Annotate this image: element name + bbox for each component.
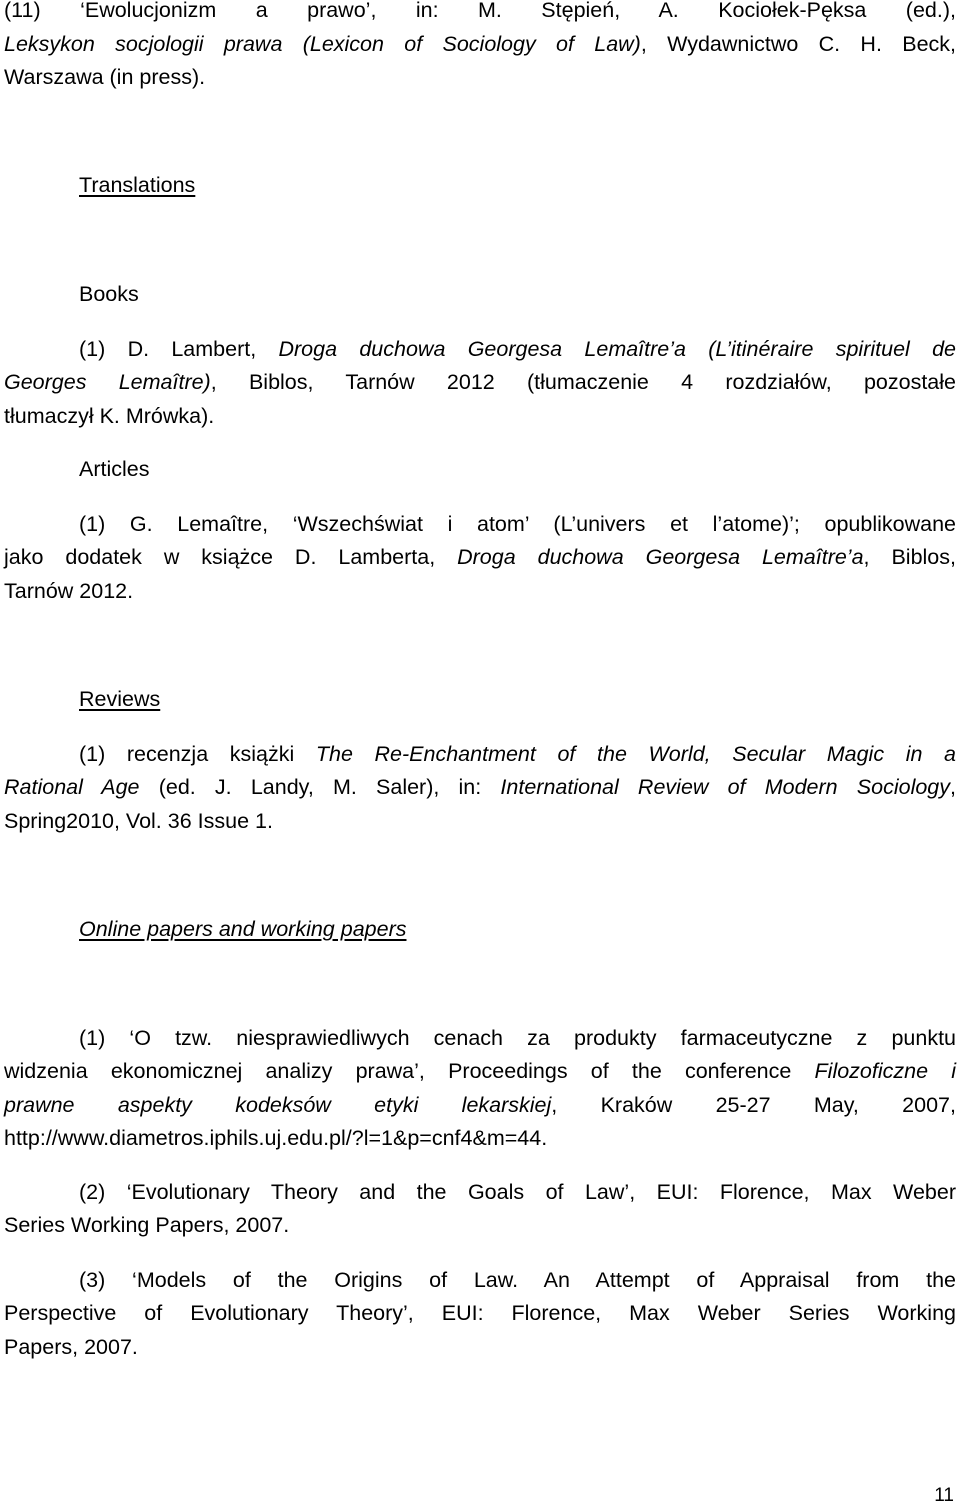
article-1-line-2: jako dodatek w książce D. Lamberta, Droga duchowa Georgesa Lemaître’a, Biblos, — [4, 545, 956, 569]
evo-entry-line-3: Warszawa (in press). — [4, 65, 206, 89]
book-1-line-1: (1) D. Lambert, Droga duchowa Georgesa Lemaître’a (L’itinéraire spirituel de — [79, 337, 957, 361]
books-heading: Books — [79, 282, 139, 306]
online-3-line-1: (3) ‘Models of the Origins of Law. An Attempt of Appraisal from the — [79, 1268, 956, 1292]
review-1-line-3: Spring2010, Vol. 36 Issue 1. — [4, 809, 273, 833]
evo-entry-title: Leksykon socjologii prawa (Lexicon of Sociology of Law) — [4, 32, 641, 56]
evo-entry-line-1: (11) ‘Ewolucjonizm a prawo’, in: M. Stępień, A. Kociołek-Pęksa (ed.), — [4, 0, 956, 22]
book-1-line-2: Georges Lemaître), Biblos, Tarnów 2012 (tłumaczenie 4 rozdziałów, pozostałe — [4, 370, 956, 394]
online-1-line-3: prawne aspekty kodeksów etyki lekarskiej, Kraków 25-27 May, 2007, — [4, 1093, 956, 1117]
translations-heading: Translations — [79, 173, 196, 197]
article-1-line-3: Tarnów 2012. — [4, 579, 134, 603]
articles-heading: Articles — [79, 457, 150, 481]
review-1-line-1: (1) recenzja książki The Re-Enchantment of the World, Secular Magic in a — [79, 742, 956, 766]
reviews-heading: Reviews — [79, 687, 161, 711]
online-1-line-4: http://www.diametros.iphils.uj.edu.pl/?l=1&p=cnf4&m=44. — [4, 1126, 548, 1150]
book-1-line-3: tłumaczył K. Mrówka). — [4, 404, 215, 428]
evo-entry-line-2: Leksykon socjologii prawa (Lexicon of Sociology of Law), Wydawnictwo C. H. Beck, — [4, 32, 957, 56]
online-2-line-2: Series Working Papers, 2007. — [4, 1213, 290, 1237]
article-1-line-1: (1) G. Lemaître, ‘Wszechświat i atom’ (L’univers et l’atome)’; opublikowane — [79, 512, 956, 536]
online-papers-heading: Online papers and working papers — [79, 917, 407, 941]
online-3-line-2: Perspective of Evolutionary Theory’, EUI: Florence, Max Weber Series Working — [4, 1301, 956, 1325]
page-number: 11 — [934, 1485, 954, 1506]
online-1-line-2: widzenia ekonomicznej analizy prawa’, Proceedings of the conference Filozoficzne i — [4, 1059, 957, 1083]
online-2-line-1: (2) ‘Evolutionary Theory and the Goals of Law’, EUI: Florence, Max Weber — [79, 1180, 956, 1204]
review-1-line-2: Rational Age (ed. J. Landy, M. Saler), in: International Review of Modern Sociology, — [4, 775, 956, 799]
online-3-line-3: Papers, 2007. — [4, 1335, 138, 1359]
online-1-line-1: (1) ‘O tzw. niesprawiedliwych cenach za produkty farmaceutyczne z punktu — [79, 1026, 956, 1050]
